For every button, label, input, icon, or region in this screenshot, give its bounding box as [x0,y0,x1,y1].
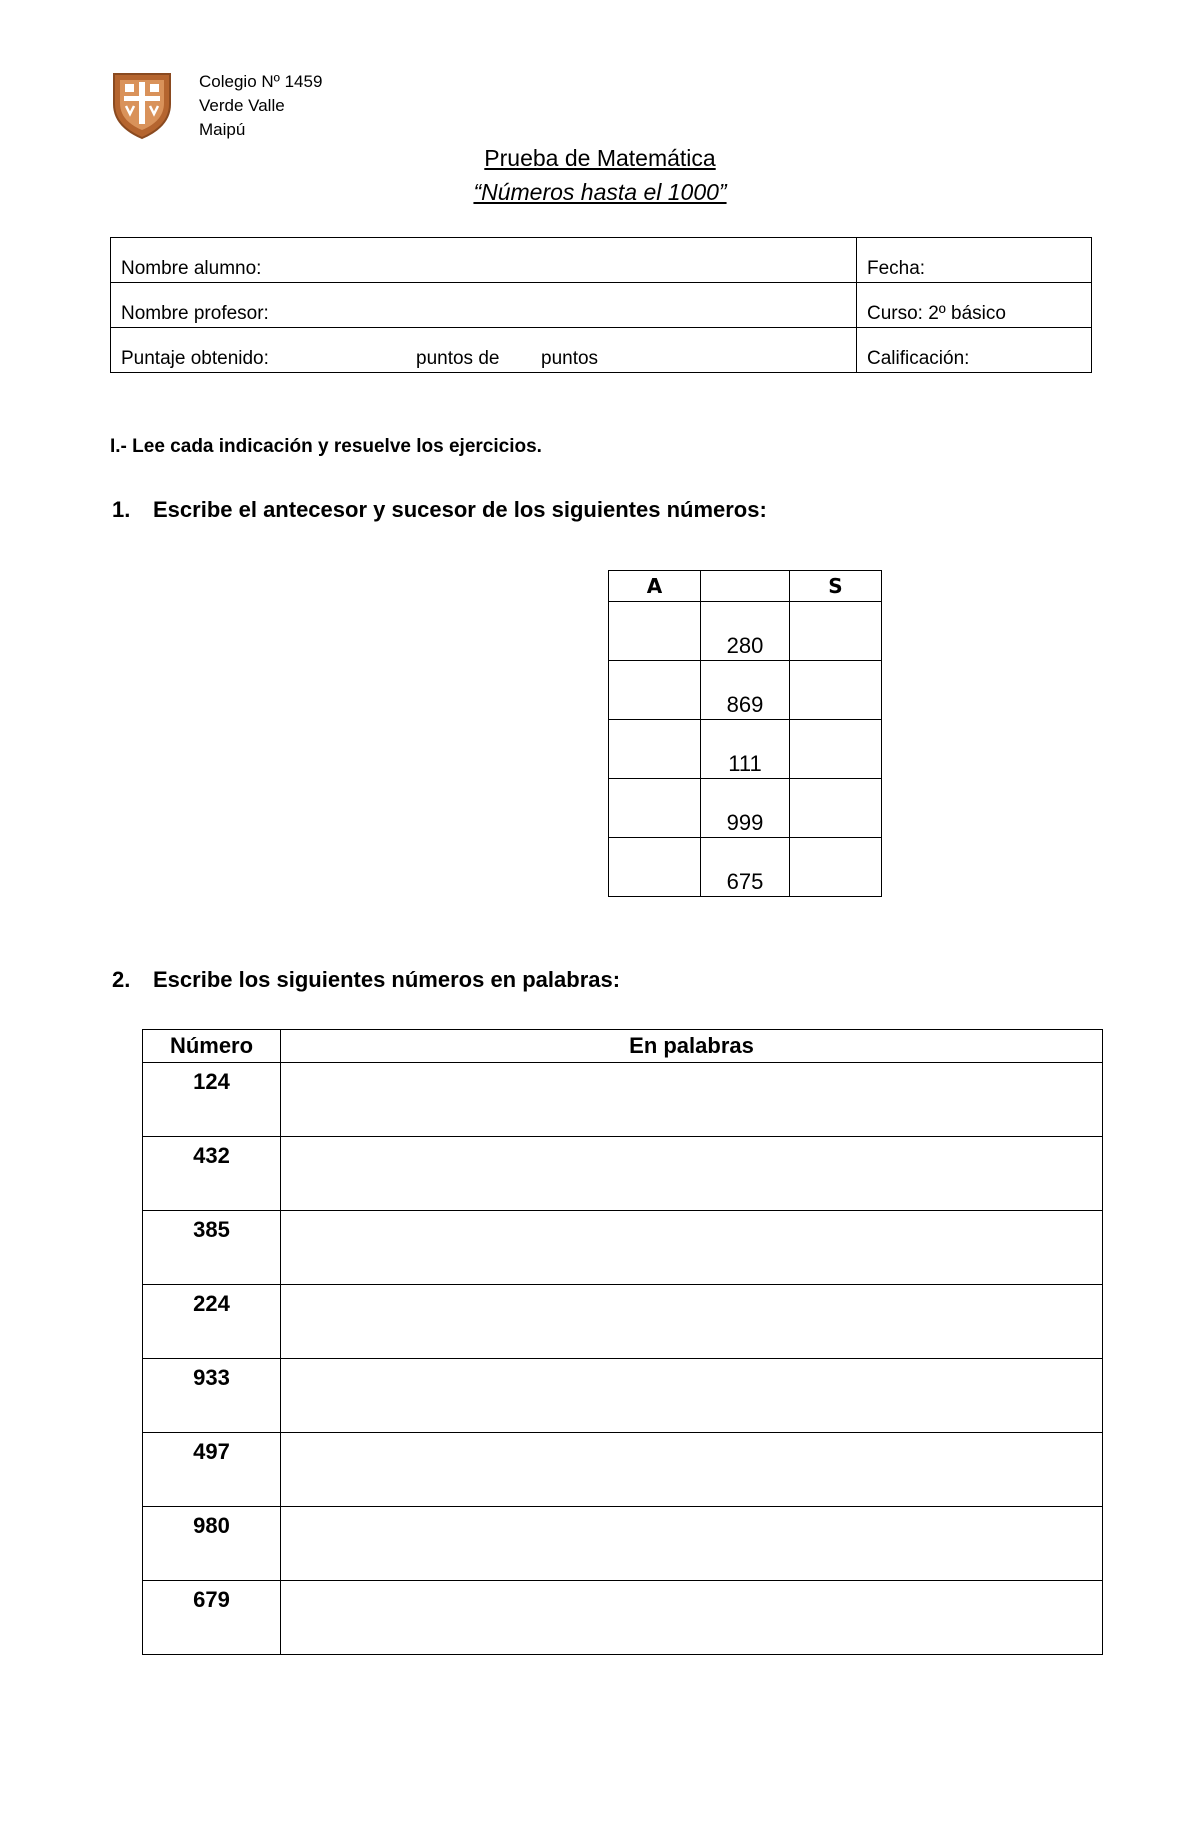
column-header-successor: S [790,571,882,602]
table-row [111,283,1092,328]
number-cell: 224 [143,1285,281,1359]
page-subtitle: “Números hasta el 1000” [473,179,727,205]
teacher-name-label: Nombre profesor: [121,303,269,324]
answer-cell[interactable] [281,1433,1103,1507]
score-field[interactable] [111,328,857,373]
answer-cell[interactable] [281,1359,1103,1433]
successor-cell[interactable] [790,720,882,779]
points-of-label: puntos de [416,348,500,369]
table-header-row [609,571,882,602]
question-1 [112,497,767,523]
number-cell: 980 [143,1507,281,1581]
predecessor-cell[interactable] [609,838,701,897]
numbers-in-words-table [142,1029,1103,1655]
points-label: puntos [541,348,599,369]
number-cell: 999 [701,779,790,838]
answer-cell[interactable] [281,1063,1103,1137]
score-label: Puntaje obtenido: [121,348,269,369]
question-text: Escribe el antecesor y sucesor de los siguientes números: [153,497,767,522]
successor-cell[interactable] [790,838,882,897]
predecessor-cell[interactable] [609,720,701,779]
teacher-name-field[interactable] [111,283,857,328]
course-field [857,283,1092,328]
answer-cell[interactable] [281,1285,1103,1359]
number-cell: 675 [701,838,790,897]
number-cell: 432 [143,1137,281,1211]
table-row [111,238,1092,283]
table-row [609,838,882,897]
table-row [143,1285,1103,1359]
number-cell: 933 [143,1359,281,1433]
school-info [199,70,322,142]
predecessor-successor-table [608,570,882,897]
course-label: Curso: 2º básico [867,303,1006,324]
number-cell: 111 [701,720,790,779]
question-number: 2. [112,967,131,992]
column-header-words: En palabras [281,1030,1103,1063]
table-row [609,720,882,779]
column-header-predecessor: A [609,571,701,602]
table-row [609,779,882,838]
table-header-row [143,1030,1103,1063]
date-field[interactable] [857,238,1092,283]
table-row [609,661,882,720]
number-cell: 869 [701,661,790,720]
school-name: Colegio Nº 1459 [199,72,323,91]
number-cell: 385 [143,1211,281,1285]
table-row [609,602,882,661]
number-cell: 280 [701,602,790,661]
answer-cell[interactable] [281,1507,1103,1581]
table-row [143,1063,1103,1137]
successor-cell[interactable] [790,779,882,838]
question-number: 1. [112,497,131,522]
column-header-number [701,571,790,602]
page-title: Prueba de Matemática [484,145,716,171]
number-cell: 124 [143,1063,281,1137]
school-location: Maipú [199,120,246,139]
table-row [143,1433,1103,1507]
answer-cell[interactable] [281,1581,1103,1655]
school-crest-logo [110,70,174,140]
table-row [143,1137,1103,1211]
question-text: Escribe los siguientes números en palabras: [153,967,621,992]
student-info-table [110,237,1092,373]
school-campus: Verde Valle [199,96,285,115]
number-cell: 497 [143,1433,281,1507]
successor-cell[interactable] [790,661,882,720]
table-row [143,1581,1103,1655]
student-name-label: Nombre alumno: [121,258,262,279]
table-row [111,328,1092,373]
question-2 [112,967,620,993]
predecessor-cell[interactable] [609,602,701,661]
predecessor-cell[interactable] [609,779,701,838]
table-row [143,1507,1103,1581]
column-header-number: Número [143,1030,281,1063]
grade-label: Calificación: [867,348,970,369]
predecessor-cell[interactable] [609,661,701,720]
answer-cell[interactable] [281,1137,1103,1211]
instruction-text: I.- Lee cada indicación y resuelve los ejercicios. [110,436,542,457]
number-cell: 679 [143,1581,281,1655]
table-row [143,1211,1103,1285]
successor-cell[interactable] [790,602,882,661]
date-label: Fecha: [867,258,926,279]
answer-cell[interactable] [281,1211,1103,1285]
student-name-field[interactable] [111,238,857,283]
grade-field[interactable] [857,328,1092,373]
table-row [143,1359,1103,1433]
